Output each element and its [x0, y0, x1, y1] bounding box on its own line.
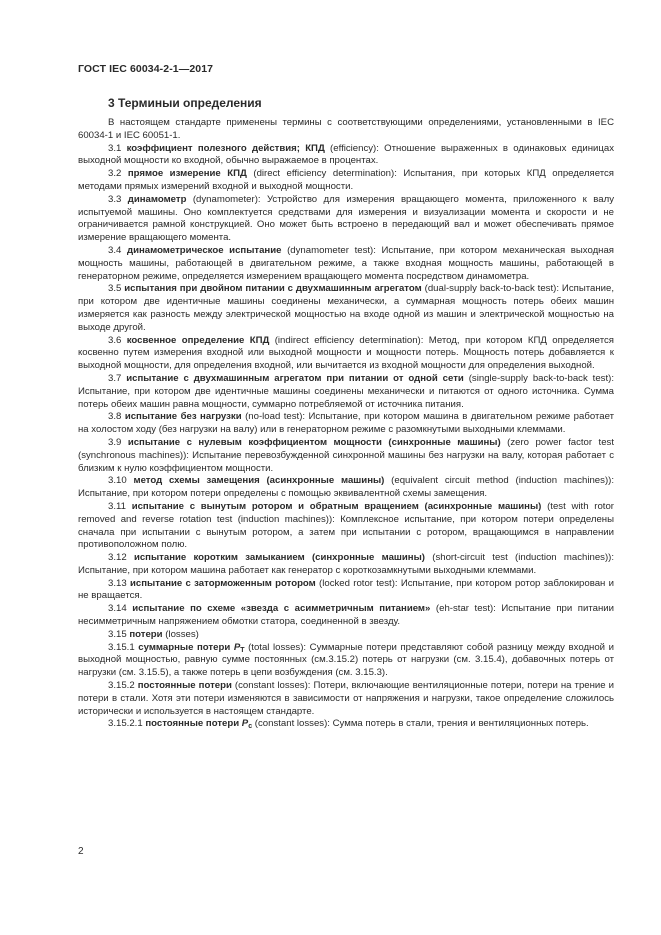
term-3-1	[78, 143, 614, 169]
term-3-12	[78, 552, 614, 578]
term-3-14	[78, 603, 614, 629]
term-3-10	[78, 475, 614, 501]
term-3-15-1	[78, 642, 614, 680]
term-number: 3.6	[108, 334, 122, 346]
term-title: испытание по схеме «звезда с асимметричным питанием»	[132, 603, 431, 615]
term-title: испытание с двухмашинным агрегатом при питании от одной сети	[126, 372, 464, 384]
term-definition: (test with rotor removed and reverse rotation test (induction machines)): Комплексное испытание, при котором потери определены сначала при испытании с вынутым ротором, а затем при испытании с ротором, вращающимся в направлении противоположном полю.	[78, 500, 614, 551]
term-definition: (direct efficiency determination): Испытания, при которых КПД определяется методами прямых измерений входной и выходной мощности.	[78, 168, 614, 192]
term-title: испытания при двойном питании с двухмашинным агрегатом	[124, 283, 422, 295]
term-number: 3.9	[108, 436, 122, 448]
term-title: суммарные потери	[138, 641, 234, 653]
term-number: 3.15	[108, 628, 127, 640]
term-definition: (total losses): Суммарные потери представляют собой разницу между входной и выходной мощностью, равную сумме постоянных (см.3.15.2) потерь от нагрузки (см. 3.15.4), добавочных потерь от нагрузки (см. 3.15.5), а также потерь в цепи возбуждения (см. 3.15.3).	[78, 641, 614, 679]
term-number: 3.11	[108, 500, 126, 512]
term-title: коэффициент полезного действия; КПД	[126, 142, 325, 154]
term-title: постоянные потери	[145, 718, 242, 730]
term-definition: (single-supply back-to-back test): Испытание, при котором две идентичные машины соединены механически и питаются от одного источника. Сумма потерь обеих машин равна мощности, суммарно потребляемой от источника питания.	[78, 372, 614, 410]
term-number: 3.14	[108, 603, 127, 615]
term-3-2	[78, 168, 614, 194]
term-definition: (constant losses): Сумма потерь в стали, трения и вентиляционных потерь.	[252, 718, 589, 730]
term-3-8	[78, 411, 614, 437]
term-symbol: P	[233, 641, 241, 653]
term-definition: (efficiency): Отношение выраженных в одинаковых единицах выходной мощности ко входной, обычно выражаемое в процентах.	[78, 142, 615, 167]
page-number: 2	[78, 846, 84, 857]
term-definition: (equivalent circuit method (induction machines)): Испытание, при котором потери определены с помощью эквивалентной схемы замещения.	[78, 475, 614, 500]
term-number: 3.8	[108, 411, 122, 423]
term-number: 3.4	[108, 244, 122, 256]
term-3-11	[78, 501, 614, 552]
term-definition: (indirect efficiency determination): Метод, при котором КПД определяется косвенно путем измерения входной или выходной мощности и мощности потерь. Мощность потерь добавляется к выходной мощности, для определения входной, или вычитается из входной мощности для определения выходной.	[78, 334, 614, 372]
term-number: 3.15.1	[108, 641, 135, 653]
term-title: постоянные потери	[137, 680, 232, 692]
term-3-15-2	[78, 680, 614, 718]
term-definition: (constant losses): Потери, включающие вентиляционные потери, потери на трение и потери в стали. Хотя эти потери изменяются в зависимости от напряжения и нагрузки, такое определение сложилось исторически и используется в настоящем стандарте.	[78, 680, 615, 717]
term-number: 3.13	[108, 577, 127, 589]
term-definition: (dual-supply back-to-back test): Испытание, при котором две идентичные машины соединены механически, а суммарная мощность потерь обеих машин измеряется как разность между электрической мощностью на входе одной из машин и электрической мощностью на выходе другой.	[78, 283, 614, 333]
term-3-13	[78, 578, 614, 604]
term-3-3	[78, 194, 614, 245]
term-number: 3.10	[108, 475, 127, 487]
term-number: 3.15.2	[108, 680, 135, 692]
term-number: 3.12	[108, 552, 127, 564]
term-title: испытание без нагрузки	[124, 411, 242, 423]
term-title: потери	[129, 628, 163, 640]
term-number: 3.3	[108, 193, 122, 205]
term-definition: (zero power factor test (synchronous machines)): Испытание перевозбужденной синхронной машины без нагрузки на валу, которая работает с близким к нулю коэффициентом мощности.	[78, 436, 615, 474]
term-title: динамометр	[127, 193, 187, 205]
term-definition: (no-load test): Испытание, при котором машина в двигательном режиме работает на холостом ходу (без нагрузки на валу) или в генераторном режиме с разомкнутыми выходными клеммами.	[78, 411, 614, 436]
term-3-15-2-1	[78, 718, 614, 731]
term-3-6	[78, 335, 614, 373]
term-3-7	[78, 373, 614, 411]
term-definition: (losses)	[162, 628, 199, 640]
term-title: испытание с вынутым ротором и обратным вращением (асинхронные машины)	[131, 500, 542, 512]
term-number: 3.1	[108, 142, 122, 154]
term-number: 3.5	[108, 283, 122, 295]
term-title: метод схемы замещения (асинхронные машины)	[133, 475, 385, 487]
document-body	[78, 117, 614, 731]
term-definition: (dynamometer): Устройство для измерения вращающего момента, приложенного к валу испытуемой машины. Оно комплектуется средствами для измерения и визуализации момента и скорости и не ограничивается рамной конструкцией. Оно может быть встроено в передающий вал и может обеспечивать прямое измерение вращающего момента.	[78, 193, 614, 244]
term-definition: (locked rotor test): Испытание, при котором ротор заблокирован и не вращается.	[78, 577, 614, 602]
document-header: ГОСТ IEC 60034-2-1—2017	[78, 63, 214, 75]
term-definition: (dynamometer test): Испытание, при котором механическая выходная мощность машины, работающей в двигательном режиме, а также входная мощность машины, работающей в генераторном режиме, определяется измерением вращающего момента посредством динамометра.	[78, 244, 614, 282]
term-title: испытание с нулевым коэффициентом мощности (синхронные машины)	[127, 436, 501, 448]
term-definition: (short-circuit test (induction machines)): Испытание, при котором машина работает как генератор с короткозамкнутыми выходными клеммами.	[78, 552, 615, 576]
term-number: 3.7	[108, 372, 122, 384]
term-3-5	[78, 283, 614, 334]
term-title: прямое измерение КПД	[127, 168, 247, 180]
term-3-15	[78, 629, 614, 642]
term-title: динамометрическое испытание	[126, 244, 282, 256]
intro-paragraph: В настоящем стандарте применены термины с соответствующими определениями, установленными в IEC 60034-1 и IEC 60051-1.	[78, 117, 614, 141]
term-subscript: c	[248, 723, 253, 731]
term-definition: (eh-star test): Испытание при питании несимметричным напряжением обмотки статора, соединенной в звезду.	[78, 603, 614, 628]
term-3-4	[78, 245, 614, 283]
term-3-9	[78, 437, 614, 475]
term-number: 3.15.2.1	[108, 718, 143, 730]
term-number: 3.2	[108, 168, 122, 180]
term-subscript: T	[240, 646, 245, 654]
term-title: испытание с заторможенным ротором	[129, 577, 316, 589]
section-title: 3 Терминыи определения	[108, 96, 262, 110]
term-title: испытание коротким замыканием (синхронные машины)	[133, 552, 425, 564]
term-title: косвенное определение КПД	[126, 334, 270, 346]
term-symbol: P	[241, 718, 249, 730]
